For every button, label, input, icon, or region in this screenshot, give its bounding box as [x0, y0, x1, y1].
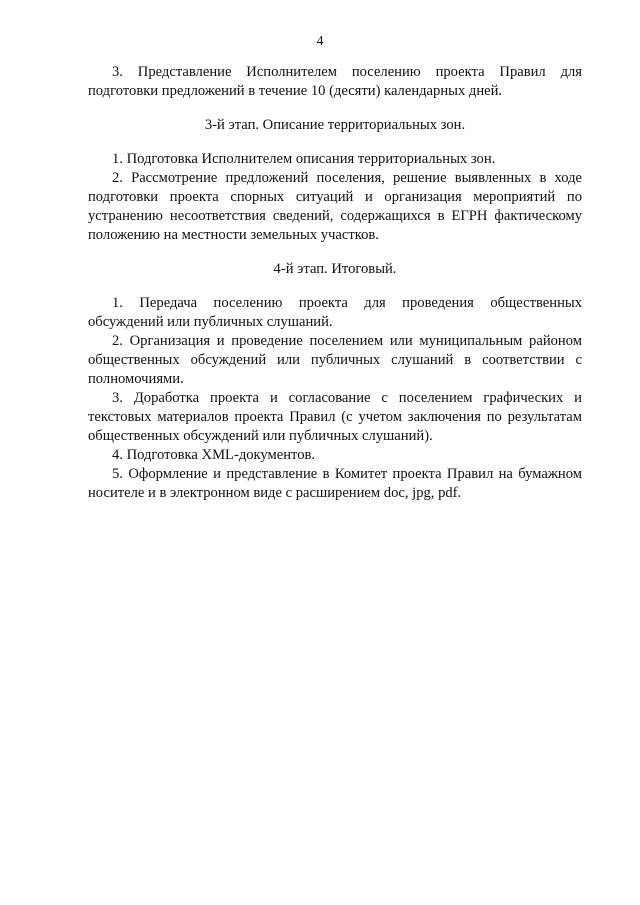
stage4-heading: 4-й этап. Итоговый. [273, 261, 397, 277]
stage4-item-1: 1. Передача поселению проекта для проведения общественных обсуждений или публичных слушаний. [88, 295, 582, 330]
stage3-heading: 3-й этап. Описание территориальных зон. [204, 117, 466, 133]
stage3-item-2: 2. Рассмотрение предложений поселения, решение выявленных в ходе подготовки проекта спорных ситуаций и организация мероприятий по устранению несоответствия сведений, содержащихся в ЕГРН фактическому положению на местности земельных участков. [88, 170, 582, 243]
stage4-item-2: 2. Организация и проведение поселением или муниципальным районом общественных обсуждений или публичных слушаний в соответствии с полномочиями. [88, 333, 582, 387]
stage4-item-3: 3. Доработка проекта и согласование с поселением графических и текстовых материалов проекта Правил (с учетом заключения по результатам общественных обсуждений или публичных слушаний). [88, 390, 582, 444]
stage3-item-1: 1. Подготовка Исполнителем описания территориальных зон. [112, 151, 496, 167]
stage4-item-4: 4. Подготовка XML-документов. [112, 447, 316, 463]
document-body [88, 63, 582, 503]
stage2-item-3: 3. Представление Исполнителем поселению проекта Правил для подготовки предложений в течение 10 (десяти) календарных дней. [88, 64, 582, 99]
stage4-item-5: 5. Оформление и представление в Комитет проекта Правил на бумажном носителе и в электронном виде с расширением doc, jpg, pdf. [88, 466, 582, 501]
page-number: 4 [316, 34, 324, 49]
